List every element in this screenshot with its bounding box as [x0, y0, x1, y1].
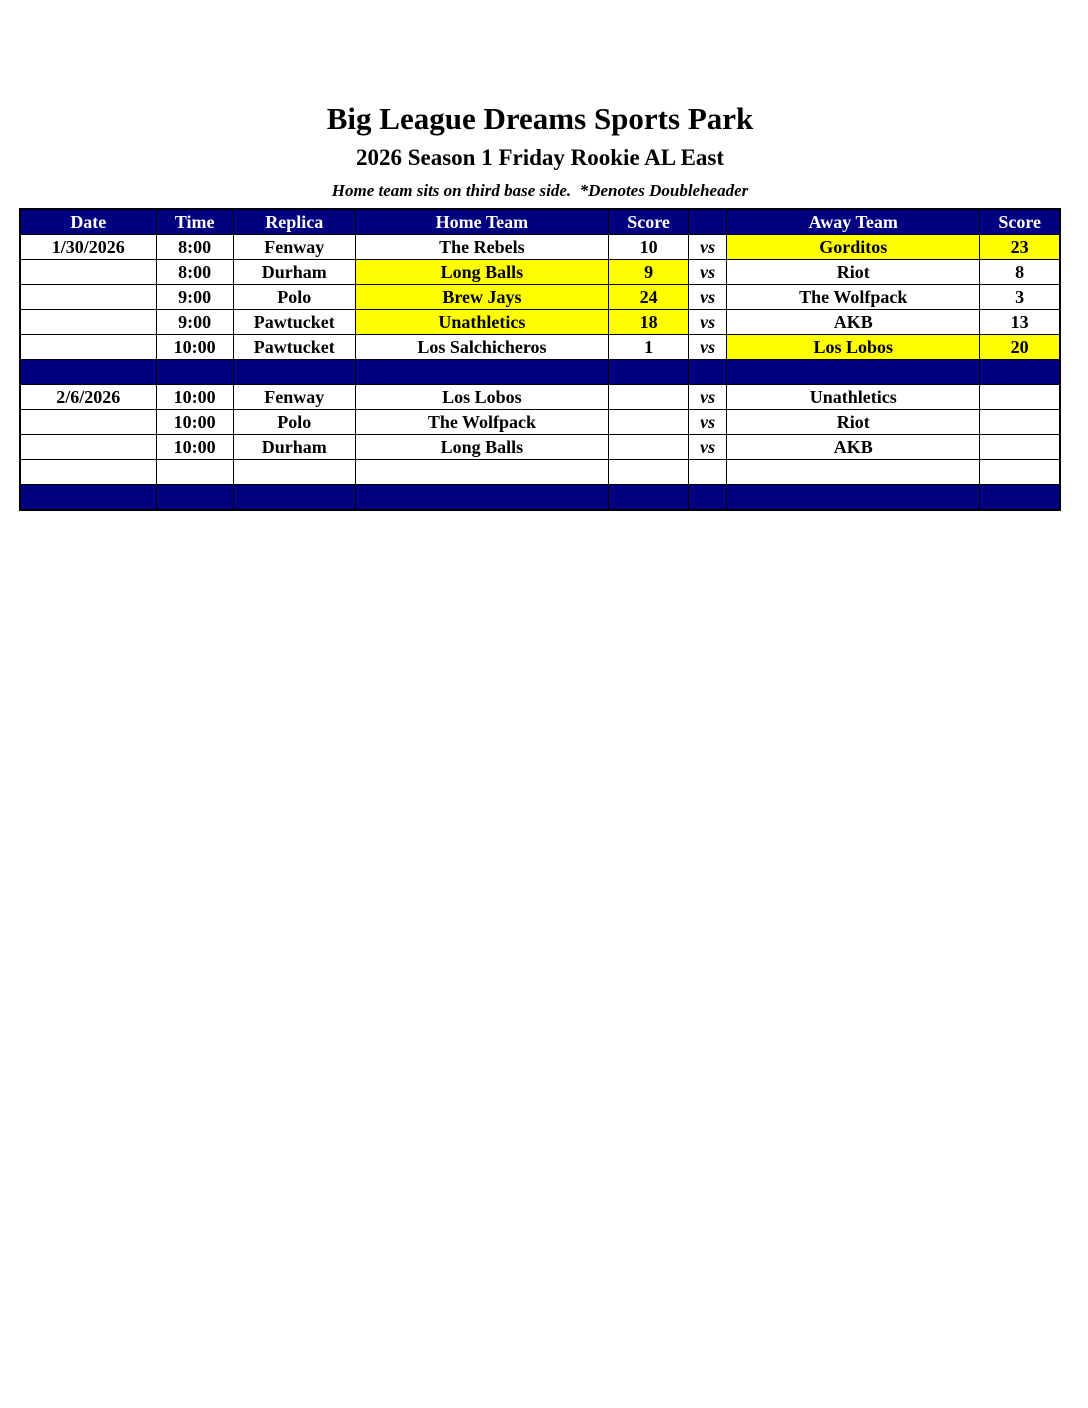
away-team: Riot	[727, 410, 980, 435]
home-score: 9	[609, 260, 689, 285]
home-score: 10	[609, 235, 689, 260]
game-replica: Fenway	[233, 385, 355, 410]
game-row	[20, 310, 1060, 335]
separator-cell	[156, 360, 233, 385]
game-date	[20, 285, 156, 310]
game-time	[156, 460, 233, 485]
away-team: Unathletics	[727, 385, 980, 410]
game-row	[20, 235, 1060, 260]
home-score: 1	[609, 335, 689, 360]
home-team: Unathletics	[355, 310, 608, 335]
schedule-body	[20, 235, 1060, 511]
versus-label: vs	[689, 385, 727, 410]
away-team: AKB	[727, 435, 980, 460]
separator-cell	[156, 485, 233, 511]
game-row	[20, 460, 1060, 485]
game-time: 10:00	[156, 385, 233, 410]
home-score	[609, 435, 689, 460]
schedule-table	[19, 208, 1061, 511]
home-team: Los Lobos	[355, 385, 608, 410]
column-header-date: Date	[20, 209, 156, 235]
page-subtitle: 2026 Season 1 Friday Rookie AL East	[355, 145, 725, 170]
separator-cell	[689, 485, 727, 511]
game-row	[20, 435, 1060, 460]
home-score	[609, 460, 689, 485]
schedule-note: Home team sits on third base side. *Denotes Doubleheader	[331, 181, 749, 200]
versus-label: vs	[689, 435, 727, 460]
home-team	[355, 460, 608, 485]
game-replica	[233, 460, 355, 485]
separator-cell	[355, 485, 608, 511]
column-header-home-score: Score	[609, 209, 689, 235]
home-score	[609, 410, 689, 435]
separator-cell	[727, 485, 980, 511]
home-team: Long Balls	[355, 435, 608, 460]
game-date	[20, 410, 156, 435]
home-team: Long Balls	[355, 260, 608, 285]
game-time: 10:00	[156, 335, 233, 360]
away-team: The Wolfpack	[727, 285, 980, 310]
separator-cell	[355, 360, 608, 385]
separator-cell	[980, 485, 1060, 511]
separator-cell	[980, 360, 1060, 385]
versus-label: vs	[689, 310, 727, 335]
game-row	[20, 335, 1060, 360]
game-time: 8:00	[156, 235, 233, 260]
away-score: 23	[980, 235, 1060, 260]
column-header-replica: Replica	[233, 209, 355, 235]
game-row	[20, 410, 1060, 435]
game-replica: Polo	[233, 285, 355, 310]
home-score: 18	[609, 310, 689, 335]
separator-cell	[689, 360, 727, 385]
away-score: 3	[980, 285, 1060, 310]
away-score	[980, 385, 1060, 410]
separator-cell	[233, 360, 355, 385]
game-time: 9:00	[156, 310, 233, 335]
home-team: The Rebels	[355, 235, 608, 260]
game-date	[20, 460, 156, 485]
separator-cell	[20, 485, 156, 511]
home-team: Brew Jays	[355, 285, 608, 310]
game-date: 2/6/2026	[20, 385, 156, 410]
away-team: AKB	[727, 310, 980, 335]
separator-cell	[609, 485, 689, 511]
game-replica: Durham	[233, 435, 355, 460]
home-team: Los Salchicheros	[355, 335, 608, 360]
game-time: 10:00	[156, 435, 233, 460]
away-team: Riot	[727, 260, 980, 285]
page-title: Big League Dreams Sports Park	[326, 101, 754, 136]
away-team: Gorditos	[727, 235, 980, 260]
away-score: 20	[980, 335, 1060, 360]
away-score: 8	[980, 260, 1060, 285]
game-time: 9:00	[156, 285, 233, 310]
game-date	[20, 310, 156, 335]
away-score: 13	[980, 310, 1060, 335]
week-separator-row	[20, 360, 1060, 385]
away-team: Los Lobos	[727, 335, 980, 360]
column-header-time: Time	[156, 209, 233, 235]
versus-label: vs	[689, 235, 727, 260]
game-replica: Fenway	[233, 235, 355, 260]
game-date	[20, 260, 156, 285]
away-team	[727, 460, 980, 485]
column-header-away-team: Away Team	[727, 209, 980, 235]
home-score	[609, 385, 689, 410]
versus-label: vs	[689, 285, 727, 310]
separator-cell	[233, 485, 355, 511]
game-replica: Pawtucket	[233, 310, 355, 335]
game-time: 10:00	[156, 410, 233, 435]
away-score	[980, 435, 1060, 460]
header-row	[20, 209, 1060, 235]
separator-cell	[609, 360, 689, 385]
versus-label: vs	[689, 335, 727, 360]
versus-label: vs	[689, 410, 727, 435]
game-row	[20, 385, 1060, 410]
versus-label	[689, 460, 727, 485]
game-time: 8:00	[156, 260, 233, 285]
separator-cell	[20, 360, 156, 385]
column-header-home-team: Home Team	[355, 209, 608, 235]
game-row	[20, 260, 1060, 285]
game-replica: Durham	[233, 260, 355, 285]
game-replica: Pawtucket	[233, 335, 355, 360]
separator-cell	[727, 360, 980, 385]
game-date: 1/30/2026	[20, 235, 156, 260]
away-score	[980, 410, 1060, 435]
column-header-away-score: Score	[980, 209, 1060, 235]
home-score: 24	[609, 285, 689, 310]
game-date	[20, 335, 156, 360]
week-separator-row	[20, 485, 1060, 511]
game-replica: Polo	[233, 410, 355, 435]
away-score	[980, 460, 1060, 485]
game-row	[20, 285, 1060, 310]
versus-label: vs	[689, 260, 727, 285]
column-header-vs	[689, 209, 727, 235]
game-date	[20, 435, 156, 460]
home-team: The Wolfpack	[355, 410, 608, 435]
